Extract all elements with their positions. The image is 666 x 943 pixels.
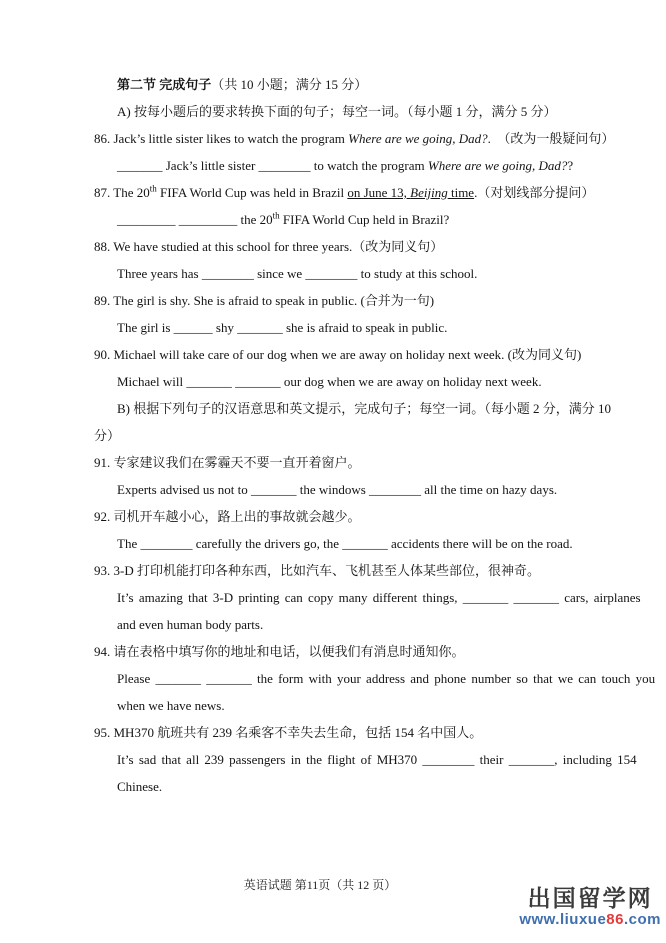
- question-88: [94, 233, 614, 260]
- text-segment: FIFA World Cup was held in Brazil: [156, 185, 348, 200]
- question-86-answer: [94, 152, 614, 179]
- question-94: [94, 638, 614, 665]
- question-91: [94, 449, 614, 476]
- question-93: [94, 557, 614, 584]
- text-segment: Three years has ________ since we ________ to study at this school.: [117, 266, 478, 281]
- question-90-answer: [94, 368, 614, 395]
- text-segment: Chinese.: [117, 779, 163, 794]
- question-95: [94, 719, 614, 746]
- text-segment: time: [447, 185, 475, 200]
- text-segment: Where are we going, Dad?: [427, 158, 568, 173]
- text-segment: The girl is ______ shy _______ she is afraid to speak in public.: [117, 320, 448, 335]
- text-segment: It’s amazing that 3-D printing can copy many different things, _______ _______ cars, airplanes: [117, 590, 641, 605]
- text-segment: Michael will _______ _______ our dog when we are away on holiday next week.: [117, 374, 542, 389]
- text-segment: B) 根据下列句子的汉语意思和英文提示，完成句子；每空一词。（每小题 2 分，满分 10: [117, 401, 612, 416]
- watermark-url-highlight: 86: [606, 911, 624, 928]
- text-segment: .（对划线部分提问）: [474, 185, 595, 200]
- question-92-answer: [94, 530, 614, 557]
- text-segment: A) 按每小题后的要求转换下面的句子；每空一词。（每小题 1 分，满分 5 分）: [117, 104, 557, 119]
- question-87: [94, 179, 614, 206]
- text-segment: It’s sad that all 239 passengers in the flight of MH370 ________ their _______, including 154: [117, 752, 637, 767]
- question-88-answer: [94, 260, 614, 287]
- text-segment: Where are we going, Dad?: [348, 131, 488, 146]
- text-segment: 90. Michael will take care of our dog when we are away on holiday next week. (改为同义句): [94, 347, 582, 362]
- watermark-url-suffix: .com: [623, 911, 661, 928]
- text-segment: （共 10 小题；满分 15 分）: [211, 77, 368, 92]
- question-89-answer: [94, 314, 614, 341]
- text-segment: 93. 3-D 打印机能打印各种东西，比如汽车、飞机甚至人体某些部位，很神奇。: [94, 563, 540, 578]
- text-segment: 87. The 20: [94, 185, 150, 200]
- document-body: [94, 71, 656, 800]
- question-95-answer-cont: [94, 773, 614, 800]
- text-segment: . （改为一般疑问句）: [487, 131, 615, 146]
- text-segment: th: [149, 183, 157, 194]
- question-89: [94, 287, 614, 314]
- text-segment: _______ Jack’s little sister ________ to watch the program: [117, 158, 428, 173]
- text-segment: 分）: [94, 428, 121, 443]
- part-b-instructions: [94, 395, 614, 422]
- section-heading: [94, 71, 614, 98]
- question-94-answer-cont: [94, 692, 614, 719]
- part-b-instructions-cont: [94, 422, 614, 449]
- text-segment: 92. 司机开车越小心，路上出的事故就会越少。: [94, 509, 361, 524]
- watermark-site-url[interactable]: [519, 911, 661, 929]
- text-segment: 88. We have studied at this school for three years.（改为同义句）: [94, 239, 444, 254]
- text-segment: Please _______ _______ the form with your address and phone number so that we can touch you: [117, 671, 656, 686]
- text-segment: 95. MH370 航班共有 239 名乘客不幸失去生命，包括 154 名中国人。: [94, 725, 483, 740]
- text-segment: Experts advised us not to _______ the windows ________ all the time on hazy days.: [117, 482, 558, 497]
- question-90: [94, 341, 614, 368]
- text-segment: th: [272, 210, 280, 221]
- text-segment: Beijing: [410, 185, 448, 200]
- watermark: [519, 885, 661, 929]
- text-segment: 第二节 完成句子: [117, 77, 212, 92]
- text-segment: 94. 请在表格中填写你的地址和电话，以便我们有消息时通知你。: [94, 644, 465, 659]
- text-segment: 91. 专家建议我们在雾霾天不要一直开着窗户。: [94, 455, 361, 470]
- text-segment: when we have news.: [117, 698, 225, 713]
- question-94-answer: [94, 665, 656, 692]
- question-93-answer: [94, 584, 641, 611]
- question-95-answer: [94, 746, 637, 773]
- text-segment: 86. Jack’s little sister likes to watch the program: [94, 131, 349, 146]
- question-87-answer: [94, 206, 614, 233]
- part-a-instructions: [94, 98, 614, 125]
- text-segment: The ________ carefully the drivers go, the _______ accidents there will be on the road.: [117, 536, 573, 551]
- question-91-answer: [94, 476, 614, 503]
- text-segment: _________ _________ the 20: [117, 212, 273, 227]
- text-segment: ?: [567, 158, 574, 173]
- text-segment: and even human body parts.: [117, 617, 264, 632]
- watermark-url-prefix: www.liuxue: [519, 911, 607, 928]
- question-86: [94, 125, 614, 152]
- watermark-site-name: 出国留学网: [527, 885, 653, 911]
- text-segment: 89. The girl is shy. She is afraid to speak in public. (合并为一句): [94, 293, 435, 308]
- text-segment: FIFA World Cup held in Brazil?: [279, 212, 450, 227]
- question-92: [94, 503, 614, 530]
- question-93-answer-cont: [94, 611, 614, 638]
- page-footer: 英语试题 第11页（共 12 页）: [243, 878, 397, 892]
- text-segment: on June 13,: [347, 185, 411, 200]
